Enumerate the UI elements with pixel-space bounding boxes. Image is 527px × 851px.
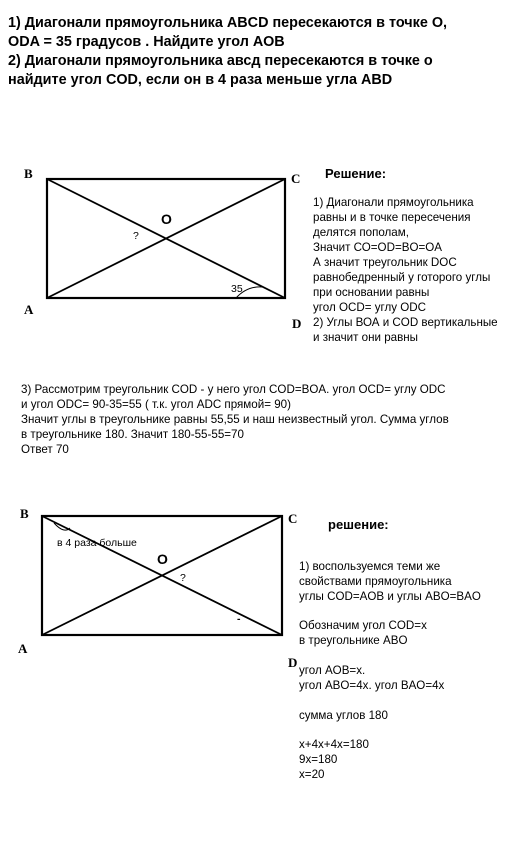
- figure1-rectangle-drawing: [47, 179, 285, 298]
- center-o2-label: O: [157, 551, 168, 567]
- four-times-note: в 4 раза больше: [57, 537, 137, 549]
- solution-line: при основании равны: [313, 286, 430, 299]
- problem-line: 2) Диагонали прямоугольника авсд пересекаются в точке о: [8, 53, 433, 69]
- solution-line: 1) Диагонали прямоугольника: [313, 196, 474, 209]
- solution-line: 2) Углы ВОА и COD вертикальные: [313, 316, 498, 329]
- vertex-d2-label: D: [288, 655, 298, 670]
- solution2-line: Обозначим угол COD=x: [299, 619, 427, 633]
- step3-line: и угол ODC= 90-35=55 ( т.к. угол ADC прямой= 90): [21, 398, 291, 411]
- blank-line: [299, 723, 481, 738]
- vertex-c2-label: C: [288, 511, 298, 526]
- vertex-c-label: C: [291, 171, 301, 186]
- solution-line: равнобедренный у готорого углы: [313, 271, 491, 284]
- solution2-line: сумма углов 180: [299, 708, 388, 722]
- angle-35-label: 35: [231, 283, 243, 295]
- solution2-line: углы COD=AOB и углы ABO=BAO: [299, 589, 481, 603]
- step3-text: [21, 382, 449, 457]
- unknown-angle-mark-2: ?: [180, 572, 186, 584]
- solution2-line: x=20: [299, 767, 325, 781]
- solution2-line: в треугольнике ABO: [299, 634, 408, 648]
- solution2-line: 9x=180: [299, 753, 338, 767]
- solution-heading: Решение:: [325, 166, 387, 181]
- solution-line: угол OCD= углу ODC: [313, 301, 427, 314]
- solution2-line: свойствами прямоугольника: [299, 574, 452, 588]
- step3-line: Ответ 70: [21, 443, 69, 456]
- vertex-b2-label: B: [20, 506, 29, 521]
- center-o-label: O: [161, 211, 172, 227]
- solution2-text: [299, 560, 481, 783]
- solution-line: Значит СО=OD=BO=OA: [313, 241, 442, 254]
- solution2-line: угол AOB=x.: [299, 663, 366, 677]
- problem-line: ODA = 35 градусов . Найдите угол АОВ: [8, 34, 285, 50]
- vertex-b-label: B: [24, 166, 33, 181]
- problem-line: найдите угол COD, если он в 4 раза меньше угла ABD: [8, 72, 393, 88]
- step3-line: в треугольнике 180. Значит 180-55-55=70: [21, 428, 244, 441]
- unknown-angle-mark: ?: [133, 230, 139, 242]
- blank-line: [299, 694, 481, 709]
- figure2-rectangle-drawing: [42, 516, 282, 635]
- vertex-a-label: A: [24, 302, 34, 317]
- blank-line: [299, 649, 481, 664]
- solution1-text: [313, 195, 498, 345]
- solution-line: делятся пополам,: [313, 226, 409, 239]
- blank-line: [299, 604, 481, 619]
- vertex-d-label: D: [292, 316, 302, 331]
- step3-line: 3) Рассмотрим треугольник COD - у него угол COD=BOA. угол OCD= углу ODC: [21, 383, 446, 396]
- solution-line: и значит они равны: [313, 331, 418, 344]
- solution2-line: x+4x+4x=180: [299, 738, 369, 752]
- step3-line: Значит углы в треугольнике равны 55,55 и наш неизвестный угол. Сумма углов: [21, 413, 449, 426]
- solution-line: равны и в точке пересечения: [313, 211, 471, 224]
- solution2-line: 1) воспользуемся теми же: [299, 560, 441, 573]
- problem-line: 1) Диагонали прямоугольника ABCD пересекаются в точке О,: [8, 15, 448, 31]
- vertex-a2-label: A: [18, 641, 28, 656]
- solution2-heading: решение:: [328, 517, 389, 532]
- solution-line: А значит треугольник DOC: [313, 256, 457, 269]
- solution2-line: угол ABO=4x. угол BAO=4x: [299, 678, 445, 692]
- angle-dash-mark: -: [237, 613, 241, 625]
